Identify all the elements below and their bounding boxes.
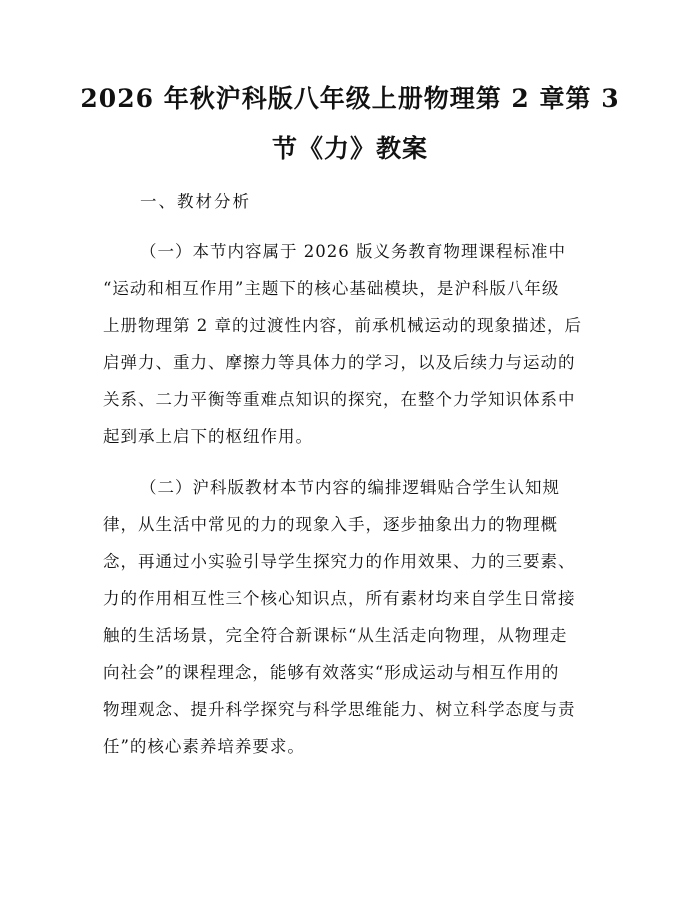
paragraph-1-line: 上册物理第 2 章的过渡性内容，前承机械运动的现象描述，后	[103, 316, 582, 335]
paragraph-2-line: 物理观念、提升科学探究与科学思维能力、树立科学态度与责	[103, 700, 576, 719]
paragraph-2-line: 任”的核心素养培养要求。	[103, 737, 305, 756]
paragraph-1-line: 起到承上启下的枢纽作用。	[103, 427, 313, 446]
paragraph-2-line: 触的生活场景，完全符合新课标“从生活走向物理，从物理走	[103, 626, 568, 645]
paragraph-2-line: 念，再通过小实验引导学生探究力的作用效果、力的三要素、	[103, 552, 576, 571]
document-title-line-2: 节《力》教案	[271, 134, 428, 163]
paragraph-1-line: （一）本节内容属于 2026 版义务教育物理课程标准中	[140, 242, 566, 261]
paragraph-2-line: 力的作用相互性三个核心知识点，所有素材均来自学生日常接	[103, 589, 576, 608]
paragraph-1-line: 启弹力、重力、摩擦力等具体力的学习，以及后续力与运动的	[103, 353, 576, 372]
paragraph-2-line: 向社会”的课程理念，能够有效落实“形成运动与相互作用的	[103, 663, 560, 682]
paragraph-1-line: “运动和相互作用”主题下的核心基础模块，是沪科版八年级	[103, 279, 560, 298]
section-heading-textbook-analysis: 一、教材分析	[140, 192, 251, 211]
paragraph-2-line: （二）沪科版教材本节内容的编排逻辑贴合学生认知规	[140, 478, 560, 497]
paragraph-1-line: 关系、二力平衡等重难点知识的探究，在整个力学知识体系中	[103, 390, 576, 409]
document-title-line-1: 2026 年秋沪科版八年级上册物理第 2 章第 3	[80, 84, 620, 113]
paragraph-2-line: 律，从生活中常见的力的现象入手，逐步抽象出力的物理概	[103, 515, 558, 534]
